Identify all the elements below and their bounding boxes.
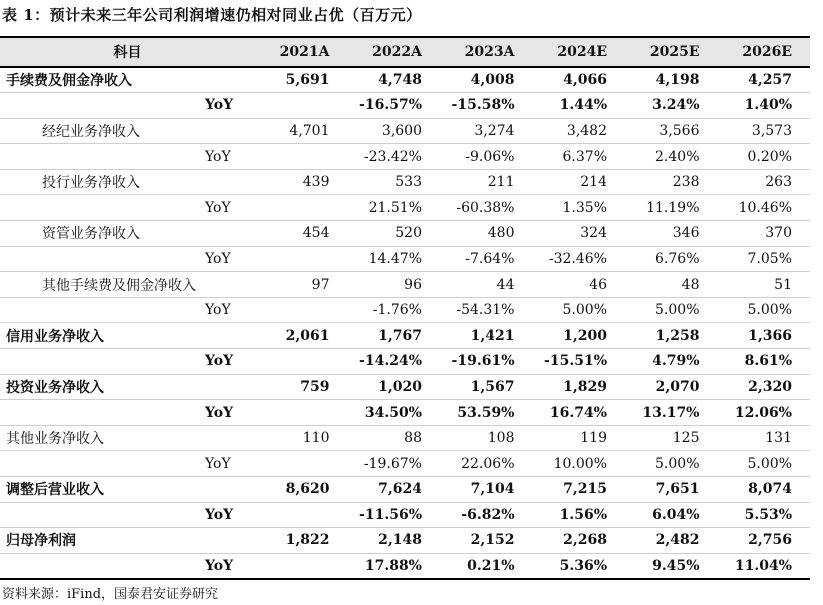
table-cell xyxy=(255,349,348,375)
table-cell xyxy=(255,451,348,477)
table-row xyxy=(0,528,810,554)
table-cell xyxy=(255,144,348,170)
table-cell: 14.47% xyxy=(348,246,441,272)
header-row xyxy=(0,37,810,67)
table-cell: -19.61% xyxy=(440,349,533,375)
table-cell: 2,148 xyxy=(348,528,441,554)
table-cell: 11.19% xyxy=(625,195,718,221)
row-label: YoY xyxy=(0,451,255,477)
table-cell: 1,567 xyxy=(440,374,533,400)
table-cell: 2.40% xyxy=(625,144,718,170)
table-cell: 119 xyxy=(533,425,626,451)
table-row xyxy=(0,221,810,247)
table-cell: -23.42% xyxy=(348,144,441,170)
table-cell: -19.67% xyxy=(348,451,441,477)
header-cell: 2023A xyxy=(440,37,533,67)
table-cell: 4,748 xyxy=(348,67,441,93)
table-cell: 10.46% xyxy=(718,195,811,221)
row-label: 投行业务净收入 xyxy=(0,169,255,195)
table-cell: 22.06% xyxy=(440,451,533,477)
table-row xyxy=(0,93,810,119)
table-cell: 1.40% xyxy=(718,93,811,119)
table-row xyxy=(0,349,810,375)
table-cell: 1,822 xyxy=(255,528,348,554)
table-cell: 370 xyxy=(718,221,811,247)
table-cell: 5.00% xyxy=(625,451,718,477)
table-cell: 21.51% xyxy=(348,195,441,221)
header-cell: 2021A xyxy=(255,37,348,67)
table-cell: 5,691 xyxy=(255,67,348,93)
table-cell: -16.57% xyxy=(348,93,441,119)
row-label: YoY xyxy=(0,349,255,375)
table-cell: 17.88% xyxy=(348,553,441,579)
row-label: 其他业务净收入 xyxy=(0,425,255,451)
table-cell: 454 xyxy=(255,221,348,247)
header-cell: 科目 xyxy=(0,37,255,67)
table-cell: 480 xyxy=(440,221,533,247)
table-cell: 10.00% xyxy=(533,451,626,477)
row-label: 经纪业务净收入 xyxy=(0,118,255,144)
table-cell: 3,566 xyxy=(625,118,718,144)
table-cell: -15.51% xyxy=(533,349,626,375)
table-cell: 5.53% xyxy=(718,502,811,528)
header-cell: 2022A xyxy=(348,37,441,67)
table-row xyxy=(0,272,810,298)
row-label: YoY xyxy=(0,400,255,426)
table-cell: 8,074 xyxy=(718,477,811,503)
table-cell: 5.00% xyxy=(625,297,718,323)
table-row xyxy=(0,451,810,477)
table-cell: 12.06% xyxy=(718,400,811,426)
source-note: 资料来源：iFind，国泰君安证券研究 xyxy=(2,587,219,602)
table-cell: 324 xyxy=(533,221,626,247)
table-row xyxy=(0,502,810,528)
table-cell: 34.50% xyxy=(348,400,441,426)
table-row xyxy=(0,169,810,195)
table-cell: -60.38% xyxy=(440,195,533,221)
table-cell: 51 xyxy=(718,272,811,298)
table-cell: 3,573 xyxy=(718,118,811,144)
table-cell: 1.44% xyxy=(533,93,626,119)
table-cell: 533 xyxy=(348,169,441,195)
table-cell: 97 xyxy=(255,272,348,298)
table-cell: 1,767 xyxy=(348,323,441,349)
table-cell: 7,651 xyxy=(625,477,718,503)
table-cell: 4,198 xyxy=(625,67,718,93)
table-cell: -14.24% xyxy=(348,349,441,375)
table-cell: 7,215 xyxy=(533,477,626,503)
table-cell: 7,624 xyxy=(348,477,441,503)
row-label: YoY xyxy=(0,144,255,170)
table-cell: 4,257 xyxy=(718,67,811,93)
table-cell: 13.17% xyxy=(625,400,718,426)
table-cell: 520 xyxy=(348,221,441,247)
table-cell: 238 xyxy=(625,169,718,195)
table-cell: 2,320 xyxy=(718,374,811,400)
table-cell: 3,274 xyxy=(440,118,533,144)
table-cell: 96 xyxy=(348,272,441,298)
table-cell: 1.35% xyxy=(533,195,626,221)
table-row xyxy=(0,246,810,272)
row-label: 投资业务净收入 xyxy=(0,374,255,400)
table-cell: 0.20% xyxy=(718,144,811,170)
table-cell: 6.76% xyxy=(625,246,718,272)
table-cell: 1,829 xyxy=(533,374,626,400)
table-row xyxy=(0,144,810,170)
table-cell: 1,258 xyxy=(625,323,718,349)
table-row xyxy=(0,425,810,451)
table-cell: 5.00% xyxy=(533,297,626,323)
table-cell: -7.64% xyxy=(440,246,533,272)
table-cell: 6.04% xyxy=(625,502,718,528)
row-label: 其他手续费及佣金净收入 xyxy=(0,272,255,298)
table-cell: 5.00% xyxy=(718,451,811,477)
table-cell xyxy=(255,502,348,528)
table-cell: 0.21% xyxy=(440,553,533,579)
table-cell: 5.00% xyxy=(718,297,811,323)
table-cell: 9.45% xyxy=(625,553,718,579)
table-cell: 346 xyxy=(625,221,718,247)
header-cell: 2024E xyxy=(533,37,626,67)
header-cell: 2026E xyxy=(718,37,811,67)
table-cell xyxy=(255,553,348,579)
header-cell: 2025E xyxy=(625,37,718,67)
row-label: 调整后营业收入 xyxy=(0,477,255,503)
row-label: YoY xyxy=(0,502,255,528)
table-cell: 11.04% xyxy=(718,553,811,579)
table-row xyxy=(0,118,810,144)
table-cell: 8.61% xyxy=(718,349,811,375)
row-label: YoY xyxy=(0,553,255,579)
row-label: YoY xyxy=(0,297,255,323)
table-cell: 2,152 xyxy=(440,528,533,554)
table-cell: 2,756 xyxy=(718,528,811,554)
table-row xyxy=(0,195,810,221)
table-cell: 2,482 xyxy=(625,528,718,554)
table-row xyxy=(0,67,810,93)
table-cell: 1,020 xyxy=(348,374,441,400)
table-cell: 16.74% xyxy=(533,400,626,426)
table-cell: 48 xyxy=(625,272,718,298)
table-cell: 2,268 xyxy=(533,528,626,554)
table-cell: 131 xyxy=(718,425,811,451)
table-cell: -1.76% xyxy=(348,297,441,323)
table-cell: 110 xyxy=(255,425,348,451)
table-cell: -9.06% xyxy=(440,144,533,170)
table-cell: 46 xyxy=(533,272,626,298)
table-cell xyxy=(255,246,348,272)
table-cell xyxy=(255,297,348,323)
table-cell: 3,482 xyxy=(533,118,626,144)
row-label: 资管业务净收入 xyxy=(0,221,255,247)
table-cell: 7.05% xyxy=(718,246,811,272)
table-cell: 108 xyxy=(440,425,533,451)
table-cell: 1.56% xyxy=(533,502,626,528)
row-label: 归母净利润 xyxy=(0,528,255,554)
table-cell: -54.31% xyxy=(440,297,533,323)
financial-table xyxy=(0,36,810,580)
table-row xyxy=(0,297,810,323)
table-cell: 125 xyxy=(625,425,718,451)
table-cell xyxy=(255,93,348,119)
table-cell: 88 xyxy=(348,425,441,451)
table-cell xyxy=(255,195,348,221)
table-cell: 439 xyxy=(255,169,348,195)
table-cell: 8,620 xyxy=(255,477,348,503)
table-cell: 759 xyxy=(255,374,348,400)
table-cell: 3,600 xyxy=(348,118,441,144)
table-cell: 5.36% xyxy=(533,553,626,579)
table-cell: 211 xyxy=(440,169,533,195)
table-cell: 1,366 xyxy=(718,323,811,349)
table-cell: 4,701 xyxy=(255,118,348,144)
table-cell: 263 xyxy=(718,169,811,195)
table-cell: 4,008 xyxy=(440,67,533,93)
table-title: 表 1：预计未来三年公司利润增速仍相对同业占优（百万元） xyxy=(2,6,422,24)
table-cell: -6.82% xyxy=(440,502,533,528)
table-row xyxy=(0,323,810,349)
row-label: YoY xyxy=(0,195,255,221)
table-cell: -32.46% xyxy=(533,246,626,272)
table-body xyxy=(0,67,810,579)
table-cell: 6.37% xyxy=(533,144,626,170)
table-row xyxy=(0,477,810,503)
row-label: YoY xyxy=(0,93,255,119)
table-cell: 4,066 xyxy=(533,67,626,93)
table-cell: 2,070 xyxy=(625,374,718,400)
table-row xyxy=(0,374,810,400)
row-label: 信用业务净收入 xyxy=(0,323,255,349)
table-cell xyxy=(255,400,348,426)
table-cell: 2,061 xyxy=(255,323,348,349)
table-cell: 1,200 xyxy=(533,323,626,349)
table-cell: -15.58% xyxy=(440,93,533,119)
table-cell: -11.56% xyxy=(348,502,441,528)
row-label: 手续费及佣金净收入 xyxy=(0,67,255,93)
table-cell: 44 xyxy=(440,272,533,298)
table-cell: 3.24% xyxy=(625,93,718,119)
table-row xyxy=(0,400,810,426)
table-cell: 7,104 xyxy=(440,477,533,503)
table-cell: 1,421 xyxy=(440,323,533,349)
row-label: YoY xyxy=(0,246,255,272)
table-row xyxy=(0,553,810,579)
table-cell: 4.79% xyxy=(625,349,718,375)
table-cell: 214 xyxy=(533,169,626,195)
table-cell: 53.59% xyxy=(440,400,533,426)
